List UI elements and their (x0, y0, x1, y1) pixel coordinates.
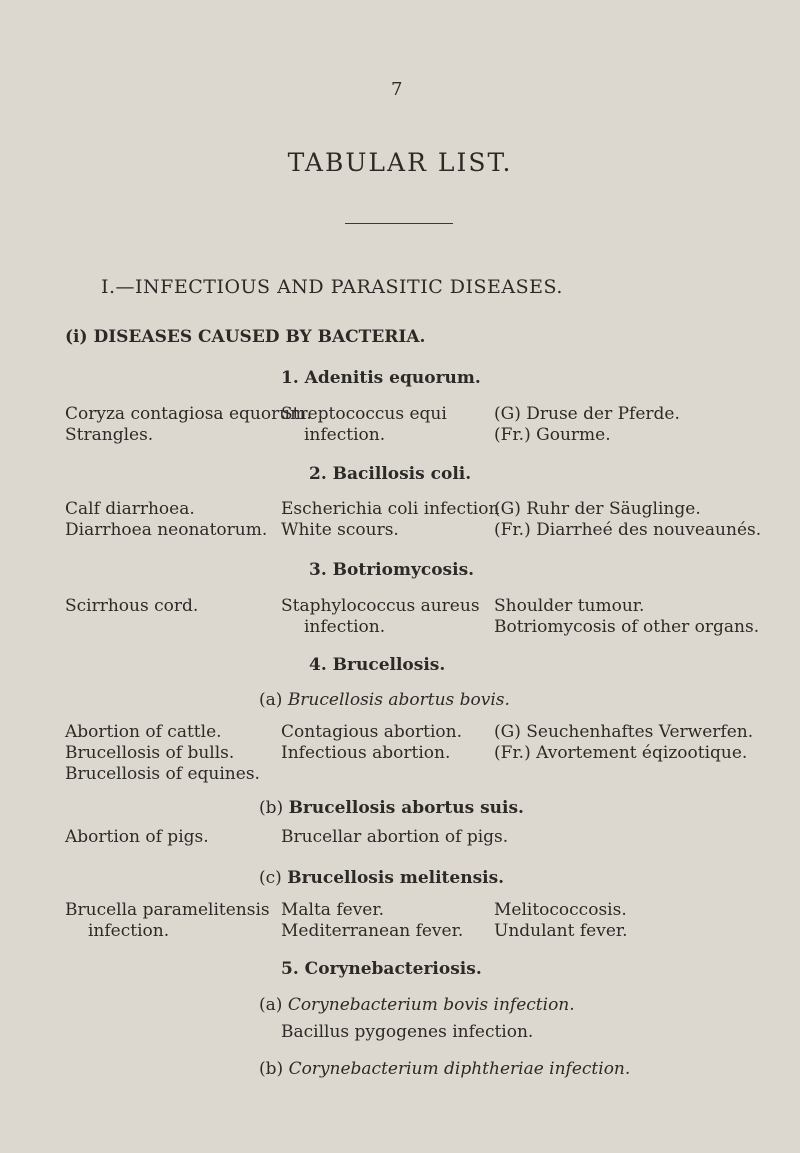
entry-line: infection. (304, 617, 386, 637)
entry-bacillosis-foreign (494, 499, 761, 541)
entry-line: Coryza contagiosa equorum. (65, 404, 312, 424)
sub-name: Brucellosis abortus suis. (288, 798, 524, 818)
sub-name: Brucellosis abortus bovis. (287, 690, 510, 710)
section-heading: (i) DISEASES CAUSED BY BACTERIA. (65, 327, 426, 347)
entry-line: Calf diarrhoea. (65, 499, 195, 519)
entry-line: Staphylococcus aureus (281, 596, 480, 616)
entry-brucellosis-c-foreign (494, 900, 628, 942)
subsection-a-brucellosis (259, 690, 510, 710)
entry-botriomycosis-names (65, 596, 198, 617)
sub-name: Corynebacterium diphtheriae infection. (288, 1059, 631, 1079)
sub-name: Brucellosis melitensis. (287, 868, 505, 888)
sub-label: (b) (259, 1059, 284, 1079)
sub-label: (a) (259, 995, 283, 1015)
entry-brucellosis-c-names (65, 900, 270, 942)
entry-brucellosis-a-cause (281, 722, 462, 764)
entry-line: (G) Seuchenhaftes Verwerfen. (494, 722, 754, 742)
entry-line: Abortion of pigs. (65, 827, 209, 847)
subsection-title-adenitis: 1. Adenitis equorum. (281, 368, 481, 388)
entry-line: Contagious abortion. (281, 722, 463, 742)
subsection-b-brucellosis (259, 798, 524, 818)
page-title: TABULAR LIST. (287, 148, 513, 177)
entry-line: Scirrhous cord. (65, 596, 199, 616)
entry-line: (G) Ruhr der Säuglinge. (494, 499, 701, 519)
subsection-title-brucellosis: 4. Brucellosis. (309, 655, 446, 675)
entry-line: (G) Druse der Pferde. (494, 404, 680, 424)
entry-brucellosis-a-names (65, 722, 260, 785)
sub-label: (c) (259, 868, 282, 888)
entry-line: Escherichia coli infection (281, 499, 500, 519)
entry-line: Brucellosis of equines. (65, 764, 260, 784)
page-number: 7 (391, 79, 403, 100)
entry-botriomycosis-foreign (494, 596, 759, 638)
entry-line: Botriomycosis of other organs. (494, 617, 760, 637)
entry-botriomycosis-cause (281, 596, 480, 638)
entry-bacillosis-cause (281, 499, 499, 541)
entry-line: Undulant fever. (494, 921, 628, 941)
entry-line: (Fr.) Avortement éqizootique. (494, 743, 748, 763)
subsection-title-corynebacteriosis: 5. Corynebacteriosis. (281, 959, 482, 979)
entry-line: Mediterranean fever. (281, 921, 464, 941)
entry-line: Abortion of cattle. (65, 722, 222, 742)
sub-name: Corynebacterium bovis infection. (287, 995, 575, 1015)
subsection-a-corynebacteriosis (259, 995, 575, 1015)
entry-line: infection. (88, 921, 170, 941)
sub-label: (a) (259, 690, 283, 710)
subsection-title-bacillosis: 2. Bacillosis coli. (309, 464, 472, 484)
entry-brucellosis-c-cause (281, 900, 463, 942)
entry-line: White scours. (281, 520, 399, 540)
entry-bacillosis-names (65, 499, 267, 541)
subsection-title-botriomycosis: 3. Botriomycosis. (309, 560, 475, 580)
entry-line: Brucella paramelitensis (65, 900, 270, 920)
entry-line: Brucellar abortion of pigs. (281, 827, 509, 847)
entry-line: (Fr.) Diarrheé des nouveaunés. (494, 520, 762, 540)
entry-line: Infectious abortion. (281, 743, 451, 763)
entry-line: Strangles. (65, 425, 154, 445)
entry-brucellosis-b-cause (281, 827, 508, 848)
entry-line: Malta fever. (281, 900, 385, 920)
entry-line: Shoulder tumour. (494, 596, 645, 616)
entry-line: Melitococcosis. (494, 900, 627, 920)
entry-line: Brucellosis of bulls. (65, 743, 235, 763)
entry-adenitis-cause (281, 404, 447, 446)
part-heading: I.—INFECTIOUS AND PARASITIC DISEASES. (101, 276, 563, 298)
sub-label: (b) (259, 798, 284, 818)
entry-adenitis-foreign (494, 404, 680, 446)
entry-line: Diarrhoea neonatorum. (65, 520, 268, 540)
entry-brucellosis-b-names (65, 827, 209, 848)
subsection-b-corynebacteriosis (259, 1059, 630, 1079)
entry-line: Streptococcus equi (281, 404, 447, 424)
subsection-a-line2: Bacillus pygogenes infection. (281, 1022, 534, 1042)
title-divider (345, 223, 453, 224)
subsection-c-brucellosis (259, 868, 504, 888)
entry-adenitis-names (65, 404, 312, 446)
entry-line: (Fr.) Gourme. (494, 425, 611, 445)
entry-brucellosis-a-foreign (494, 722, 753, 764)
entry-line: infection. (304, 425, 386, 445)
